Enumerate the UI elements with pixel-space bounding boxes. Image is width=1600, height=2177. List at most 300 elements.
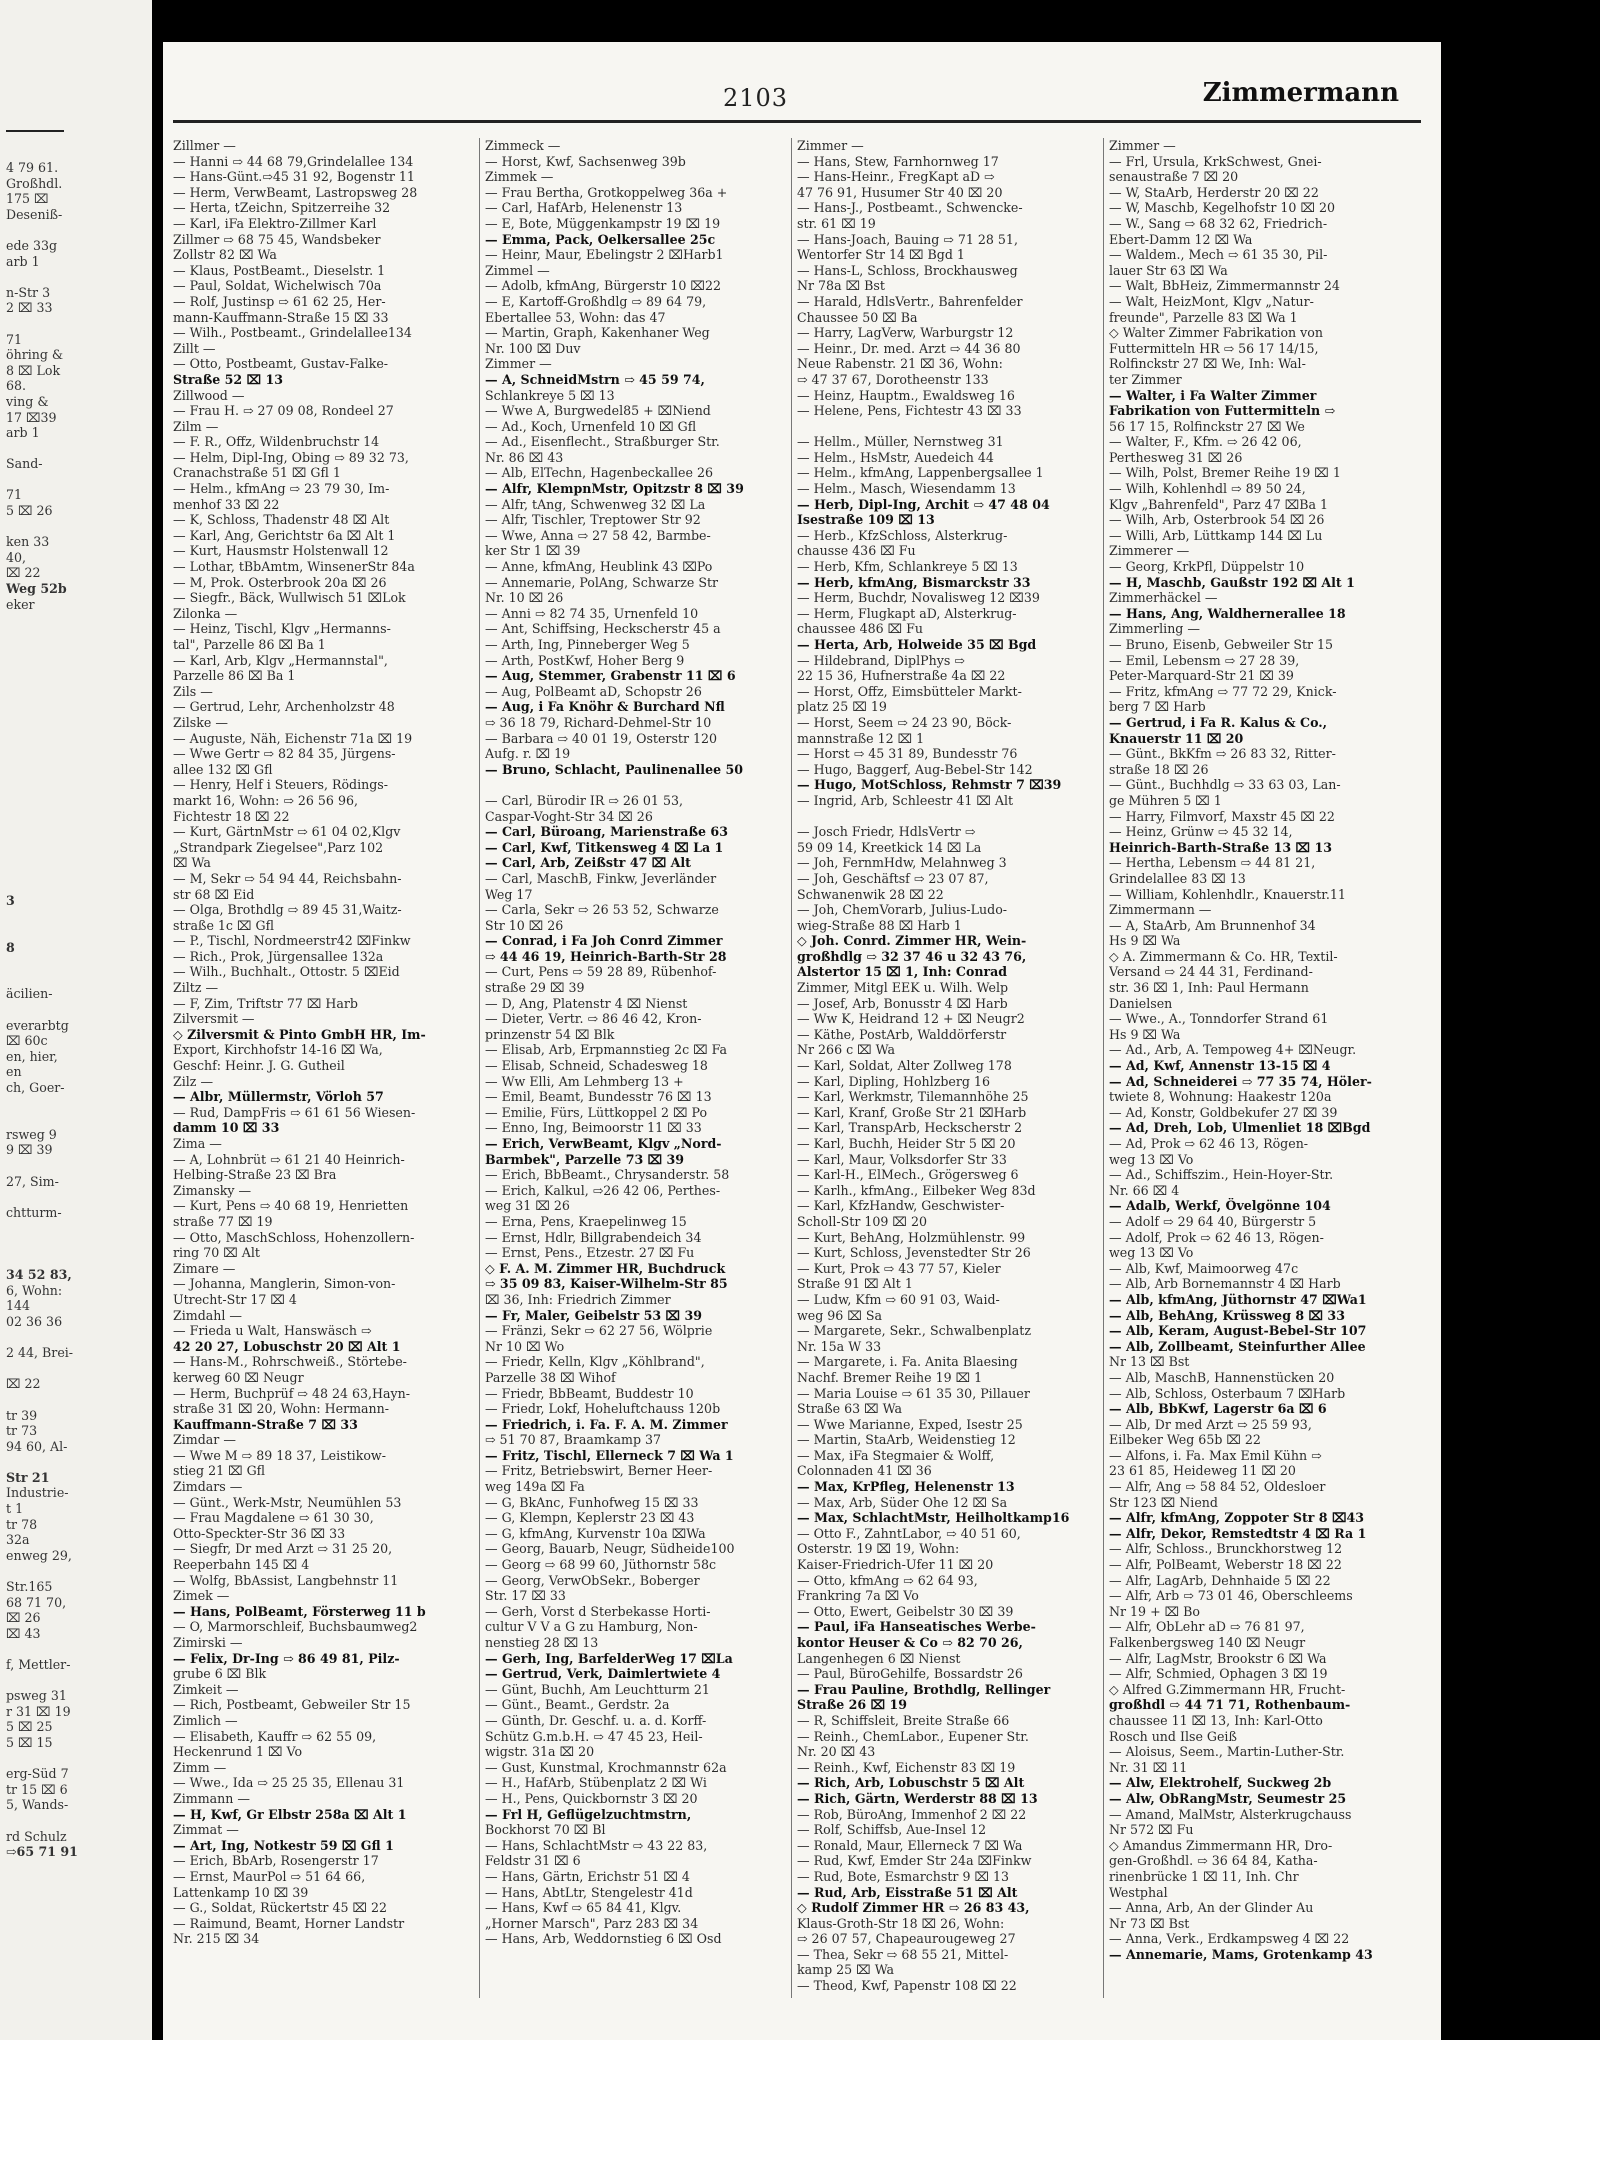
directory-entry-line: — Hans-J., Postbeamt., Schwencke- xyxy=(797,200,1023,216)
directory-entry-line: — Horst, Seem ⇨ 24 23 90, Böck- xyxy=(797,714,1012,730)
directory-entry-line: — Hans, SchlachtMstr ⇨ 43 22 83, xyxy=(485,1837,708,1853)
fragment-line: Str 21 xyxy=(6,1469,50,1485)
directory-entry-line: — Heinz, Hauptm., Ewaldsweg 16 xyxy=(797,387,1015,403)
directory-entry-line: Cranachstraße 51 ⌧ Gfl 1 xyxy=(173,465,341,481)
directory-entry-line: — Thea, Sekr ⇨ 68 55 21, Mittel- xyxy=(797,1946,1009,1962)
fragment-line xyxy=(6,519,146,535)
directory-entry-line: Zimmer, Mitgl EEK u. Wilh. Welp xyxy=(797,980,1009,996)
directory-entry-line: — Frau Bertha, Grotkoppelweg 36a + xyxy=(485,184,728,200)
directory-entry-line: Zillmer — xyxy=(173,138,236,153)
directory-entry-line: — H., HafArb, Stübenplatz 2 ⌧ Wi xyxy=(485,1775,707,1791)
fragment-line: 32a xyxy=(6,1532,30,1548)
fragment-line: 175 ⌧ xyxy=(6,191,49,207)
directory-entry-line: — F, Zim, Triftstr 77 ⌧ Harb xyxy=(173,995,358,1011)
directory-entry-line: Zima — xyxy=(173,1136,222,1151)
directory-entry-line: straße 31 ⌧ 20, Wohn: Hermann- xyxy=(173,1401,390,1417)
fragment-line: Großhdl. xyxy=(6,175,63,191)
directory-entry-line: Lattenkamp 10 ⌧ 39 xyxy=(173,1884,309,1900)
directory-entry-line: weg 13 ⌧ Vo xyxy=(1109,1151,1194,1167)
directory-entry-line: — Otto, Ewert, Geibelstr 30 ⌧ 39 xyxy=(797,1603,1014,1619)
directory-entry-line: — Heinr., Dr. med. Arzt ⇨ 44 36 80 xyxy=(797,340,1021,356)
directory-entry-line xyxy=(797,809,1097,825)
fragment-line: en, hier, xyxy=(6,1048,58,1064)
directory-entry-line: — Frl H, Geflügelzuchtmstrn, xyxy=(485,1806,692,1822)
directory-entry-line: senaustraße 7 ⌧ 20 xyxy=(1109,169,1239,185)
directory-entry-line: — Kurt, GärtnMstr ⇨ 61 04 02,Klgv xyxy=(173,824,401,840)
directory-entry-line: Ebert-Damm 12 ⌧ Wa xyxy=(1109,231,1253,247)
directory-entry-line: — Alfr, Tischler, Treptower Str 92 xyxy=(485,512,701,528)
directory-entry-line: — Wwe M ⇨ 89 18 37, Leistikow- xyxy=(173,1447,386,1463)
directory-entry-line: ker Str 1 ⌧ 39 xyxy=(485,543,581,559)
directory-entry-line: freunde", Parzelle 83 ⌧ Wa 1 xyxy=(1109,309,1298,325)
directory-entry-line: „Strandpark Ziegelsee",Parz 102 xyxy=(173,839,384,855)
fragment-line: 94 60, Al- xyxy=(6,1438,68,1454)
directory-entry-line: Scholl-Str 109 ⌧ 20 xyxy=(797,1213,927,1229)
fragment-line: tr 39 xyxy=(6,1407,38,1423)
directory-entry-line: — Johanna, Manglerin, Simon-von- xyxy=(173,1276,396,1292)
directory-entry-line: — Frau H. ⇨ 27 09 08, Rondeel 27 xyxy=(173,403,394,419)
fragment-line: öhring & xyxy=(6,347,64,363)
directory-entry-line: Heinrich-Barth-Straße 13 ⌧ 13 xyxy=(1109,839,1332,855)
directory-entry-line: — Paul, Soldat, Wichelwisch 70a xyxy=(173,278,382,294)
directory-entry-line: — Alb, Keram, August-Bebel-Str 107 xyxy=(1109,1323,1367,1339)
directory-entry-line: — R, Schiffsleit, Breite Straße 66 xyxy=(797,1712,1010,1728)
directory-entry-line: — Paul, iFa Hanseatisches Werbe- xyxy=(797,1619,1036,1635)
directory-entry-line: Nr. 20 ⌧ 43 xyxy=(797,1744,876,1760)
directory-entry-line: straße 29 ⌧ 39 xyxy=(485,980,585,996)
directory-entry-line: Weg 17 xyxy=(485,886,533,902)
directory-entry-line: — Emma, Pack, Oelkersallee 25c xyxy=(485,231,716,247)
fragment-line xyxy=(6,877,146,893)
directory-entry-line: 56 17 15, Rolfinckstr 27 ⌧ We xyxy=(1109,418,1305,434)
directory-entry-line: — Felix, Dr-Ing ⇨ 86 49 81, Pilz- xyxy=(173,1650,400,1666)
directory-entry-line: Feldstr 31 ⌧ 6 xyxy=(485,1853,581,1869)
directory-entry-line: — Helm., Masch, Wiesendamm 13 xyxy=(797,481,1016,497)
directory-entry-line: Zimansky — xyxy=(173,1182,252,1198)
directory-entry-line: — Barbara ⇨ 40 01 19, Osterstr 120 xyxy=(485,730,718,746)
directory-entry-line: — Josef, Arb, Bonusstr 4 ⌧ Harb xyxy=(797,995,1008,1011)
directory-entry-line: — Hans, Gärtn, Erichstr 51 ⌧ 4 xyxy=(485,1868,690,1884)
directory-entry-line: — Erich, Kalkul, ⇨26 42 06, Perthes- xyxy=(485,1182,721,1198)
directory-entry-line: — A, Lohnbrüt ⇨ 61 21 40 Heinrich- xyxy=(173,1151,405,1167)
fragment-line: eker xyxy=(6,596,35,612)
directory-entry-line: — Alb, MaschB, Hannenstücken 20 xyxy=(1109,1369,1335,1385)
fragment-line: 3 xyxy=(6,892,15,908)
directory-entry-line: — Aug, PolBeamt aD, Schopstr 26 xyxy=(485,683,702,699)
fragment-line: ⇨65 71 91 xyxy=(6,1844,78,1860)
directory-entry-line: — Curt, Pens ⇨ 59 28 89, Rübenhof- xyxy=(485,964,717,980)
directory-entry-line: Reeperbahn 145 ⌧ 4 xyxy=(173,1557,310,1573)
directory-entry-line: — Anna, Verk., Erdkampsweg 4 ⌧ 22 xyxy=(1109,1931,1350,1947)
directory-entry-line: — Emil, Lebensm ⇨ 27 28 39, xyxy=(1109,652,1300,668)
directory-entry-line: Zimmerhäckel — xyxy=(1109,590,1218,606)
directory-entry-line: — Annemarie, Mams, Grotenkamp 43 xyxy=(1109,1946,1373,1962)
fragment-line xyxy=(6,924,146,940)
directory-entry-line: — Alfr, LagArb, Dehnhaide 5 ⌧ 22 xyxy=(1109,1572,1331,1588)
directory-entry-line: — Gerh, Vorst d Sterbekasse Horti- xyxy=(485,1603,711,1619)
fragment-line xyxy=(6,784,146,800)
directory-entry-line: — H, Kwf, Gr Elbstr 258a ⌧ Alt 1 xyxy=(173,1806,407,1822)
directory-entry-line: — Herm, Buchprüf ⇨ 48 24 63,Hayn- xyxy=(173,1385,410,1401)
directory-entry-line: — Wilh, Kohlenhdl ⇨ 89 50 24, xyxy=(1109,481,1306,497)
fragment-line xyxy=(6,1751,146,1767)
directory-entry-line: — Anni ⇨ 82 74 35, Urnenfeld 10 xyxy=(485,605,699,621)
fragment-line xyxy=(6,753,146,769)
directory-entry-line: ⇨ 47 37 67, Dorotheenstr 133 xyxy=(797,371,989,387)
directory-entry-line: Nr 19 + ⌧ Bo xyxy=(1109,1603,1200,1619)
directory-entry-line: — Karl, Buchh, Heider Str 5 ⌧ 20 xyxy=(797,1136,1016,1151)
directory-entry-line: — O, Marmorschleif, Buchsbaumweg2 xyxy=(173,1619,418,1635)
directory-entry-line: straße 1c ⌧ Gfl xyxy=(173,917,274,933)
directory-entry-line: — Anne, kfmAng, Heublink 43 ⌧Po xyxy=(485,559,713,575)
directory-entry-line: — Theod, Kwf, Papenstr 108 ⌧ 22 xyxy=(797,1978,1017,1994)
directory-entry-line: Nachf. Bremer Reihe 19 ⌧ 1 xyxy=(797,1369,983,1385)
fragment-line: 5, Wands- xyxy=(6,1797,69,1813)
directory-entry-line: mannstraße 12 ⌧ 1 xyxy=(797,730,925,746)
directory-entry-line: — Siegfr., Bäck, Wullwisch 51 ⌧Lok xyxy=(173,590,406,606)
directory-entry-line: — Rich, Postbeamt, Gebweiler Str 15 xyxy=(173,1697,411,1713)
directory-entry-line: — W, Maschb, Kegelhofstr 10 ⌧ 20 xyxy=(1109,200,1335,216)
directory-entry-line: Wentorfer Str 14 ⌧ Bgd 1 xyxy=(797,247,965,263)
directory-entry-line: Nr. 86 ⌧ 43 xyxy=(485,449,564,465)
directory-entry-line: — Hans-M., Rohrschweiß., Störtebe- xyxy=(173,1354,407,1370)
directory-entry-line: Zillwood — xyxy=(173,387,245,403)
directory-entry-line: — Georg ⇨ 68 99 60, Jüthornstr 58c xyxy=(485,1557,717,1573)
directory-entry-line: Zimmerer — xyxy=(1109,543,1190,559)
fragment-line xyxy=(6,831,146,847)
directory-entry-line: Schlankreye 5 ⌧ 13 xyxy=(485,387,615,403)
directory-entry-line: Knauerstr 11 ⌧ 20 xyxy=(1109,730,1244,746)
directory-entry-line: — Josch Friedr, HdlsVertr ⇨ xyxy=(797,824,976,840)
directory-entry-line: Helbing-Straße 23 ⌧ Bra xyxy=(173,1167,337,1183)
directory-entry-line: — Alfr, Schmied, Ophagen 3 ⌧ 19 xyxy=(1109,1666,1328,1682)
directory-entry-line: — Otto F., ZahntLabor, ⇨ 40 51 60, xyxy=(797,1525,1021,1541)
directory-entry-line: — Gerh, Ing, BarfelderWeg 17 ⌧La xyxy=(485,1650,733,1666)
directory-entry-line: — Herm, Flugkapt aD, Alsterkrug- xyxy=(797,605,1017,621)
directory-entry-line: — E, Kartoff-Großhdlg ⇨ 89 64 79, xyxy=(485,293,707,309)
directory-entry-line: — Herb, kfmAng, Bismarckstr 33 xyxy=(797,574,1031,590)
fragment-line xyxy=(6,659,146,675)
left-page-rule xyxy=(6,130,64,132)
directory-entry-line: — Gust, Kunstmal, Krochmannstr 62a xyxy=(485,1759,727,1775)
directory-entry-line: — Joh, Geschäftsf ⇨ 23 07 87, xyxy=(797,870,989,886)
directory-entry-line: — Rolf, Schiffsb, Aue-Insel 12 xyxy=(797,1822,987,1838)
directory-entry-line: straße 18 ⌧ 26 xyxy=(1109,761,1209,777)
directory-entry-line: — Elisabeth, Kauffr ⇨ 62 55 09, xyxy=(173,1728,377,1744)
directory-entry-line: — Georg, VerwObSekr., Boberger xyxy=(485,1572,700,1588)
directory-entry-line: Frankring 7a ⌧ Vo xyxy=(797,1588,919,1604)
directory-entry-line: — Elisab, Schneid, Schadesweg 18 xyxy=(485,1058,708,1074)
directory-entry-line: — William, Kohlenhdlr., Knauerstr.11 xyxy=(1109,886,1346,902)
directory-entry-line: „Horner Marsch", Parz 283 ⌧ 34 xyxy=(485,1915,699,1931)
directory-entry-line: — Dieter, Vertr. ⇨ 86 46 42, Kron- xyxy=(485,1011,702,1027)
directory-entry-line: Heckenrund 1 ⌧ Vo xyxy=(173,1744,303,1760)
directory-entry-line: ter Zimmer xyxy=(1109,371,1182,387)
directory-entry-line: — Klaus, PostBeamt., Dieselstr. 1 xyxy=(173,262,386,278)
directory-entry-line: — Carl, Bürodir IR ⇨ 26 01 53, xyxy=(485,792,683,808)
directory-entry-line: Zimmer — xyxy=(797,138,864,153)
directory-entry-line: Kauffmann-Straße 7 ⌧ 33 xyxy=(173,1416,358,1432)
directory-entry-line: — Rolf, Justinsp ⇨ 61 62 25, Her- xyxy=(173,293,386,309)
directory-entry-line: Str 10 ⌧ 26 xyxy=(485,917,564,933)
directory-entry-line: — Max, SchlachtMstr, Heilholtkamp16 xyxy=(797,1510,1070,1526)
directory-entry-line: Isestraße 109 ⌧ 13 xyxy=(797,512,935,528)
directory-entry-line: berg 7 ⌧ Harb xyxy=(1109,699,1206,715)
directory-entry-line: — Fritz, Betriebswirt, Berner Heer- xyxy=(485,1463,713,1479)
fragment-line: 17 ⌧39 xyxy=(6,409,57,425)
directory-entry-line: ge Mühren 5 ⌧ 1 xyxy=(1109,792,1222,808)
directory-entry-line: — Carl, Kwf, Titkensweg 4 ⌧ La 1 xyxy=(485,839,724,855)
directory-entry-line: Peter-Marquard-Str 21 ⌧ 39 xyxy=(1109,668,1294,684)
directory-entry-line: — Wilh., Postbeamt., Grindelallee134 xyxy=(173,325,412,341)
directory-entry-line: — Wilh, Arb, Osterbrook 54 ⌧ 26 xyxy=(1109,512,1325,528)
directory-entry-line: — Rud, Arb, Eisstraße 51 ⌧ Alt xyxy=(797,1884,1018,1900)
directory-entry-line: mann-Kauffmann-Straße 15 ⌧ 33 xyxy=(173,309,389,325)
directory-entry-line: Zimek — xyxy=(173,1588,230,1604)
directory-entry-line: ◇ Zilversmit & Pinto GmbH HR, Im- xyxy=(173,1026,426,1042)
directory-entry-line: — Hans-Joach, Bauing ⇨ 71 28 51, xyxy=(797,231,1018,247)
fragment-line xyxy=(6,799,146,815)
directory-entry-line: Versand ⇨ 24 44 31, Ferdinand- xyxy=(1109,964,1313,980)
directory-entry-line: — M, Prok. Osterbrook 20a ⌧ 26 xyxy=(173,574,387,590)
fragment-line: tr 78 xyxy=(6,1516,38,1532)
directory-entry-line: ◇ Rudolf Zimmer HR ⇨ 26 83 43, xyxy=(797,1900,1030,1916)
directory-entry-line: Nr. 15a W 33 xyxy=(797,1338,882,1354)
directory-entry-line: — Harry, Filmvorf, Maxstr 45 ⌧ 22 xyxy=(1109,808,1335,824)
directory-entry-line: — Friedr, Kelln, Klgv „Köhlbrand", xyxy=(485,1354,705,1370)
directory-entry-line: — Herm, VerwBeamt, Lastropsweg 28 xyxy=(173,184,418,200)
directory-entry-line: — Carl, HafArb, Helenenstr 13 xyxy=(485,200,683,216)
fragment-line: 2 ⌧ 33 xyxy=(6,300,53,316)
directory-entry-line: — Ad, Dreh, Lob, Ulmenliet 18 ⌧Bgd xyxy=(1109,1120,1371,1136)
fragment-line xyxy=(6,441,146,457)
directory-entry-line: — Harald, HdlsVertr., Bahrenfelder xyxy=(797,293,1023,309)
directory-entry-line: — Lothar, tBbAmtm, WinsenerStr 84a xyxy=(173,559,415,575)
directory-entry-line: 59 09 14, Kreetkick 14 ⌧ La xyxy=(797,839,982,855)
previous-page-edge xyxy=(0,0,152,2040)
fragment-line: ⌧ 22 xyxy=(6,565,41,581)
directory-entry-line: — M, Sekr ⇨ 54 94 44, Reichsbahn- xyxy=(173,870,402,886)
directory-entry-line: — Alb, Kwf, Maimoorweg 47c xyxy=(1109,1260,1299,1276)
directory-entry-line: damm 10 ⌧ 33 xyxy=(173,1120,280,1136)
directory-entry-line: — Fritz, Tischl, Ellerneck 7 ⌧ Wa 1 xyxy=(485,1447,734,1463)
directory-entry-line: Schwanenwik 28 ⌧ 22 xyxy=(797,886,944,902)
directory-entry-line: cultur V V a G zu Hamburg, Non- xyxy=(485,1619,698,1635)
directory-entry-line: lauer Str 63 ⌧ Wa xyxy=(1109,262,1228,278)
directory-entry-line: — Ludw, Kfm ⇨ 60 91 03, Waid- xyxy=(797,1291,1000,1307)
directory-entry-line: Zilonka — xyxy=(173,605,238,621)
directory-entry-line: — Alfr, LagMstr, Brookstr 6 ⌧ Wa xyxy=(1109,1650,1327,1666)
fragment-line: n-Str 3 xyxy=(6,284,51,300)
fragment-line: enweg 29, xyxy=(6,1547,72,1563)
directory-entry-line: nenstieg 28 ⌧ 13 xyxy=(485,1635,599,1650)
directory-entry-line: — Otto, kfmAng ⇨ 62 64 93, xyxy=(797,1572,978,1588)
directory-entry-line: — K, Schloss, Thadenstr 48 ⌧ Alt xyxy=(173,512,390,528)
directory-entry-line: — Hans, Kwf ⇨ 65 84 41, Klgv. xyxy=(485,1900,682,1916)
directory-entry-line: — Aug, i Fa Knöhr & Burchard Nfl xyxy=(485,699,725,715)
directory-entry-line: — Helene, Pens, Fichtestr 43 ⌧ 33 xyxy=(797,403,1022,419)
directory-entry-line: — Carl, Arb, Zeißstr 47 ⌧ Alt xyxy=(485,855,691,871)
fragment-line: psweg 31 xyxy=(6,1688,67,1704)
directory-entry-line: stieg 21 ⌧ Gfl xyxy=(173,1463,266,1479)
directory-entry-line: — Wwe, Anna ⇨ 27 58 42, Barmbe- xyxy=(485,527,711,543)
directory-entry-line: Zimmeck — xyxy=(485,138,561,153)
directory-entry-line: Zimlich — xyxy=(173,1712,238,1728)
directory-entry-line: Eilbeker Weg 65b ⌧ 22 xyxy=(1109,1432,1261,1448)
directory-entry-line: — Wilh, Polst, Bremer Reihe 19 ⌧ 1 xyxy=(1109,465,1341,481)
directory-entry-line: — Karl, iFa Elektro-Zillmer Karl xyxy=(173,215,377,231)
directory-entry-line: — Käthe, PostArb, Walddörferstr xyxy=(797,1026,1007,1042)
fragment-line xyxy=(6,1392,146,1408)
fragment-line: en xyxy=(6,1064,22,1080)
fragment-line: 5 ⌧ 26 xyxy=(6,503,53,519)
directory-entry-line: — Adolf, Prok ⇨ 62 46 13, Rögen- xyxy=(1109,1229,1324,1245)
fragment-line: 5 ⌧ 15 xyxy=(6,1734,53,1750)
scan-margin xyxy=(0,2040,1600,2177)
directory-entry-line: Nr 73 ⌧ Bst xyxy=(1109,1915,1190,1931)
directory-entry-line: ⇨ 44 46 19, Heinrich-Barth-Str 28 xyxy=(485,948,727,964)
fragment-line: 34 52 83, xyxy=(6,1267,72,1283)
directory-entry-line: Parzelle 86 ⌧ Ba 1 xyxy=(173,668,296,684)
directory-entry-line: Straße 63 ⌧ Wa xyxy=(797,1401,902,1417)
directory-entry-line: — Horst, Kwf, Sachsenweg 39b xyxy=(485,153,686,169)
directory-entry-line: Str 123 ⌧ Niend xyxy=(1109,1494,1218,1510)
fragment-line xyxy=(6,472,146,488)
directory-entry-line: — Günt., Buchhdlg ⇨ 33 63 03, Lan- xyxy=(1109,777,1341,793)
directory-entry-line: — Herta, tZeichn, Spitzerreihe 32 xyxy=(173,200,391,216)
directory-entry-line: Alstertor 15 ⌧ 1, Inh: Conrad xyxy=(797,964,1008,980)
directory-entry-line: — Frau Magdalene ⇨ 61 30 30, xyxy=(173,1510,374,1526)
page-number: 2103 xyxy=(723,84,789,112)
fragment-line xyxy=(6,815,146,831)
fragment-line xyxy=(6,737,146,753)
directory-entry-line: — Bruno, Schlacht, Paulinenallee 50 xyxy=(485,761,744,777)
directory-entry-line: — A, StaArb, Am Brunnenhof 34 xyxy=(1109,917,1316,933)
fragment-line: Str.165 xyxy=(6,1579,53,1595)
directory-entry-line: — Herm, Buchdr, Novalisweg 12 ⌧39 xyxy=(797,590,1040,606)
fragment-line xyxy=(6,675,146,691)
fragment-line: tr 15 ⌧ 6 xyxy=(6,1781,68,1797)
directory-entry-line: — Walt, HeizMont, Klgv „Natur- xyxy=(1109,293,1314,309)
directory-entry-line: — Günth, Dr. Geschf. u. a. d. Korff- xyxy=(485,1712,707,1728)
directory-entry-line: — Maria Louise ⇨ 61 35 30, Pillauer xyxy=(797,1385,1030,1401)
directory-entry-line: — Ww Elli, Am Lehmberg 13 + xyxy=(485,1073,684,1089)
directory-entry-line: kamp 25 ⌧ Wa xyxy=(797,1962,895,1978)
directory-entry-line: — Wolfg, BbAssist, Langbehnstr 11 xyxy=(173,1572,399,1588)
fragment-line: arb 1 xyxy=(6,253,40,269)
directory-entry-line: — Gertrud, Lehr, Archenholzstr 48 xyxy=(173,699,395,715)
directory-entry-line: Zimmann — xyxy=(173,1790,250,1806)
directory-entry-line: — Joh, FernmHdw, Melahnweg 3 xyxy=(797,855,1007,871)
directory-entry-line: — Paul, BüroGehilfe, Bossardstr 26 xyxy=(797,1666,1023,1682)
directory-entry-line: — Hans, PolBeamt, Försterweg 11 b xyxy=(173,1603,426,1619)
directory-page xyxy=(163,42,1441,2040)
directory-entry-line: — Wilh., Buchhalt., Ottostr. 5 ⌧Eid xyxy=(173,964,400,980)
directory-entry-line: — Friedrich, i. Fa. F. A. M. Zimmer xyxy=(485,1416,728,1432)
directory-entry-line: — Alb, ElTechn, Hagenbeckallee 26 xyxy=(485,465,713,481)
directory-entry-line: — Alfr, Dekor, Remstedtstr 4 ⌧ Ra 1 xyxy=(1109,1525,1367,1541)
directory-entry-line: Chaussee 50 ⌧ Ba xyxy=(797,309,918,325)
directory-entry-line: Kaiser-Friedrich-Ufer 11 ⌧ 20 xyxy=(797,1557,994,1573)
directory-entry-line: — Karl, Ang, Gerichtstr 6a ⌧ Alt 1 xyxy=(173,527,396,543)
directory-entry-line: — Hans, AbtLtr, Stengelestr 41d xyxy=(485,1884,693,1900)
directory-entry-line: — Margarete, Sekr., Schwalbenplatz xyxy=(797,1323,1031,1339)
directory-entry-line: Klgv „Bahrenfeld", Parz 47 ⌧Ba 1 xyxy=(1109,496,1328,512)
directory-entry-line: — Carl, MaschB, Finkw, Jeverländer xyxy=(485,870,717,886)
directory-entry-line: — D, Ang, Platenstr 4 ⌧ Nienst xyxy=(485,995,688,1011)
directory-entry-line: — Joh, ChemVorarb, Julius-Ludo- xyxy=(797,902,1008,918)
directory-entry-line: Colonnaden 41 ⌧ 36 xyxy=(797,1463,932,1479)
directory-entry-line: — W, StaArb, Herderstr 20 ⌧ 22 xyxy=(1109,184,1319,200)
directory-entry-line: — Georg, Bauarb, Neugr, Südheide100 xyxy=(485,1541,735,1557)
directory-entry-line: — Max, Arb, Süder Ohe 12 ⌧ Sa xyxy=(797,1494,1008,1510)
directory-entry-line: — Ad., Arb, A. Tempoweg 4+ ⌧Neugr. xyxy=(1109,1042,1357,1058)
fragment-line xyxy=(6,1454,146,1470)
directory-entry-line: Straße 91 ⌧ Alt 1 xyxy=(797,1276,913,1292)
directory-entry-line: — Hugo, MotSchloss, Rehmstr 7 ⌧39 xyxy=(797,777,1062,793)
directory-entry-line: — G, kfmAng, Kurvenstr 10a ⌧Wa xyxy=(485,1525,706,1541)
directory-entry-line: Zilversmit — xyxy=(173,1011,255,1027)
directory-entry-line: — Alb, Zollbeamt, Steinfurther Allee xyxy=(1109,1338,1366,1354)
directory-entry-line: allee 132 ⌧ Gfl xyxy=(173,761,273,777)
directory-entry-line: — Karl, Maur, Volksdorfer Str 33 xyxy=(797,1151,1007,1167)
fragment-line: 27, Sim- xyxy=(6,1173,59,1189)
directory-entry-line: — Albr, Müllermstr, Vörloh 57 xyxy=(173,1089,384,1105)
directory-entry-line: — Max, iFa Stegmaier & Wolff, xyxy=(797,1447,995,1463)
directory-entry-line: — Gertrud, i Fa R. Kalus & Co., xyxy=(1109,714,1328,730)
directory-entry-line: — Alb, BehAng, Krüssweg 8 ⌧ 33 xyxy=(1109,1307,1345,1323)
directory-entry-line: str 68 ⌧ Eid xyxy=(173,886,255,902)
directory-entry-line: — Arth, PostKwf, Hoher Berg 9 xyxy=(485,652,685,668)
fragment-line: Sand- xyxy=(6,456,43,472)
directory-entry-line: weg 149a ⌧ Fa xyxy=(485,1479,585,1495)
directory-entry-line: ⌧ Wa xyxy=(173,855,211,871)
directory-entry-line: — P., Tischl, Nordmeerstr42 ⌧Finkw xyxy=(173,933,411,949)
directory-entry-line: 23 61 85, Heideweg 11 ⌧ 20 xyxy=(1109,1463,1296,1479)
fragment-line: rsweg 9 xyxy=(6,1126,57,1142)
directory-entry-line: — Elisab, Arb, Erpmannstieg 2c ⌧ Fa xyxy=(485,1042,728,1058)
directory-entry-line: — Wwe., Ida ⇨ 25 25 35, Ellenau 31 xyxy=(173,1775,405,1791)
directory-entry-line: — Alb, Dr med Arzt ⇨ 25 59 93, xyxy=(1109,1416,1312,1432)
directory-entry-line: — Hans-L, Schloss, Brockhausweg xyxy=(797,262,1018,278)
directory-entry-line: ⇨ 35 09 83, Kaiser-Wilhelm-Str 85 xyxy=(485,1276,728,1292)
fragment-line xyxy=(6,1673,146,1689)
directory-entry-line: Osterstr. 19 ⌧ 19, Wohn: xyxy=(797,1541,960,1557)
directory-entry-line: — Martin, Graph, Kakenhaner Weg xyxy=(485,325,710,341)
directory-entry-line: — Martin, StaArb, Weidenstieg 12 xyxy=(797,1432,1016,1448)
directory-entry-line: — Emil, Beamt, Bundesstr 76 ⌧ 13 xyxy=(485,1089,712,1105)
directory-entry-line: — Hans-Heinr., FregKapt aD ⇨ xyxy=(797,169,995,185)
directory-entry-line: — Rud, Kwf, Emder Str 24a ⌧Finkw xyxy=(797,1853,1032,1869)
directory-entry-line: — Reinh., ChemLabor., Eupener Str. xyxy=(797,1728,1029,1744)
directory-entry-line: — Karl, Arb, Klgv „Hermannstal", xyxy=(173,652,388,668)
directory-entry-line: Langenhegen 6 ⌧ Nienst xyxy=(797,1650,961,1666)
directory-entry-line: — E, Bote, Müggenkampstr 19 ⌧ 19 xyxy=(485,215,721,231)
fragment-line: 68 71 70, xyxy=(6,1594,67,1610)
fragment-line xyxy=(6,909,146,925)
directory-entry-line: — Arth, Ing, Pinneberger Weg 5 xyxy=(485,637,690,652)
fragment-line xyxy=(6,1096,146,1112)
directory-entry-line: — Walter, i Fa Walter Zimmer xyxy=(1109,387,1317,403)
directory-entry-line: — Alfr, Arb ⇨ 73 01 46, Oberschleems xyxy=(1109,1588,1353,1604)
directory-entry-line: — Rich, Gärtn, Werderstr 88 ⌧ 13 xyxy=(797,1790,1038,1806)
directory-entry-line: — Wwe Gertr ⇨ 82 84 35, Jürgens- xyxy=(173,746,396,762)
fragment-line xyxy=(6,1813,146,1829)
directory-entry-line: Neue Rabenstr. 21 ⌧ 36, Wohn: xyxy=(797,356,1003,372)
directory-entry-line: großhdlg ⇨ 32 37 46 u 32 43 76, xyxy=(797,948,1027,964)
directory-entry-line: — Kurt, Schloss, Jevenstedter Str 26 xyxy=(797,1245,1031,1261)
fragment-line: 71 xyxy=(6,331,23,347)
